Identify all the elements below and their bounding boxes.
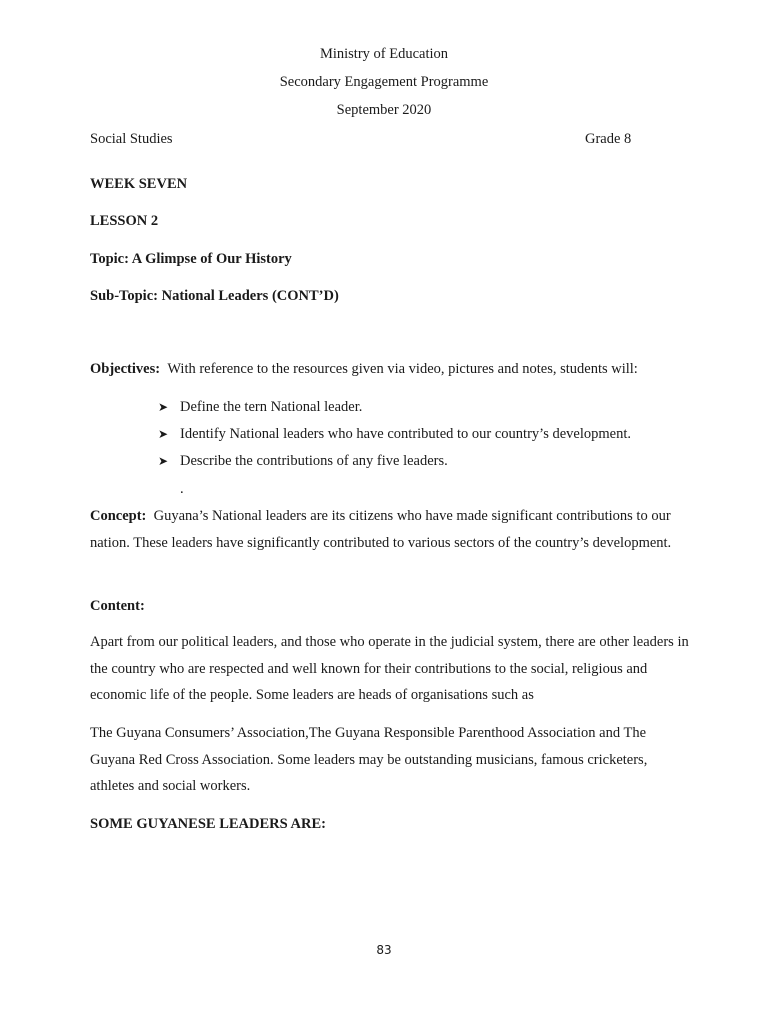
list-item — [158, 424, 631, 451]
arrowhead-bullet-icon: ➤ — [158, 400, 169, 414]
objective-item-3: Describe the contributions of any five leaders. — [180, 453, 448, 469]
subtopic-heading: Sub-Topic: National Leaders (CONT’D) — [90, 288, 339, 304]
header-programme: Secondary Engagement Programme — [279, 74, 489, 90]
concept-paragraph — [90, 503, 690, 556]
page-number: 83 — [376, 943, 392, 957]
content-label: Content: — [90, 598, 145, 614]
concept-label: Concept: — [90, 508, 147, 524]
concept-text: Guyana’s National leaders are its citizens who have made significant contributions to our nation. These leaders have significantly contributed to various sectors of the country’s development. — [90, 508, 672, 551]
arrowhead-bullet-icon: ➤ — [158, 454, 169, 468]
objective-item-2: Identify National leaders who have contributed to our country’s development. — [180, 426, 631, 442]
leaders-heading: SOME GUYANESE LEADERS ARE: — [90, 816, 326, 832]
arrowhead-bullet-icon: ➤ — [158, 427, 169, 441]
list-item — [158, 451, 631, 478]
subject-label: Social Studies — [90, 131, 173, 147]
week-heading: WEEK SEVEN — [90, 176, 188, 192]
list-item — [158, 397, 631, 424]
grade-label: Grade 8 — [585, 131, 632, 147]
topic-heading: Topic: A Glimpse of Our History — [90, 251, 292, 267]
objectives-list — [158, 397, 631, 478]
lesson-heading: LESSON 2 — [90, 213, 159, 229]
objectives-intro: With reference to the resources given via video, pictures and notes, students will: — [167, 361, 638, 377]
content-paragraph-2: The Guyana Consumers’ Association,The Guyana Responsible Parenthood Association and The Guyana Red Cross Association. Some leaders may be outstanding musicians, famous cricketers, athletes and social workers. — [90, 725, 648, 794]
header-ministry: Ministry of Education — [319, 46, 449, 62]
stray-period: . — [180, 481, 184, 497]
header-date: September 2020 — [336, 102, 432, 118]
content-paragraph-1: Apart from our political leaders, and those who operate in the judicial system, there are other leaders in the country who are respected and well known for their contributions to the social, religious and economic life of the people. Some leaders are heads of organisations such as — [90, 634, 689, 703]
objectives-label: Objectives: — [90, 361, 161, 377]
objectives-line — [90, 361, 638, 378]
objective-item-1: Define the tern National leader. — [180, 399, 363, 415]
